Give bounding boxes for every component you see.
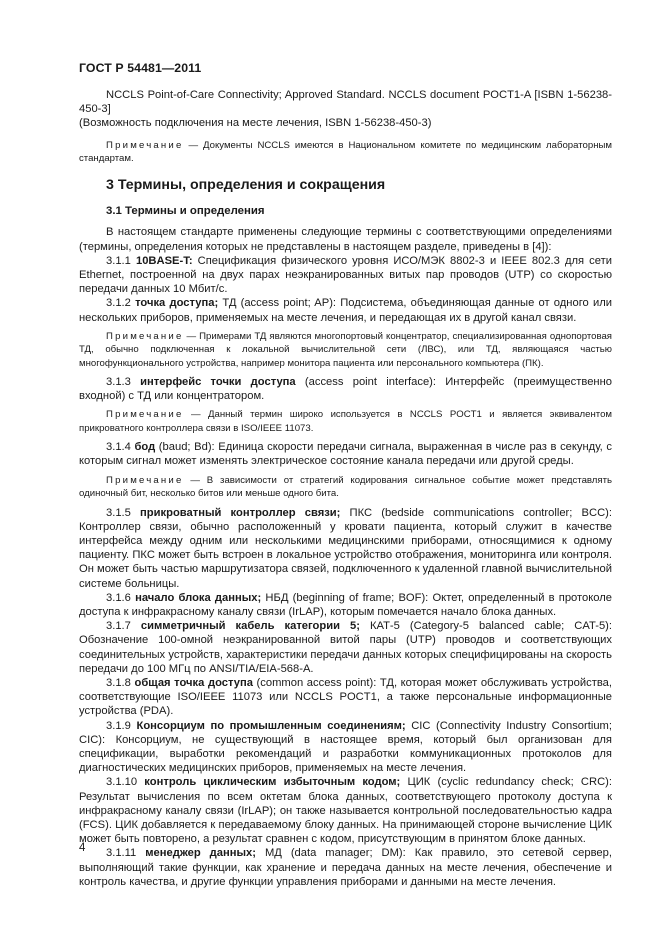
term-3-1-9: 3.1.9 Консорциум по промышленным соединениям; CIC (Connectivity Industry Consortium; CIC): Консорциум, не существующий в настоящее время, который был организован для спецификации, выработки рекомендаций и разработки коммуникационных протоколов для диагностических медицинских приборов, применяемых на месте лечения. xyxy=(79,719,612,775)
term-3-1-11: 3.1.11 менеджер данных; МД (data manager; DM): Как правило, это сетевой сервер, выполняющий такие функции, как хранение и передача данных на месте лечения, обеспечение и контроль качества, и другие функции управления приборами и данными на месте лечения. xyxy=(79,847,612,888)
term-3-1-7: 3.1.7 симметричный кабель категории 5; КАТ-5 (Category-5 balanced cable; CAT-5): Обозначение 100-омной неэкранированной витой пары (UTP) проводов и соответствующих соединительных устройств, характеристики передачи данных которых специфицированы на скорость передачи до 100 МГц по ANSI/TIA/EIA-568-A. xyxy=(79,620,613,675)
intro-paragraph: В настоящем стандарте применены следующие термины с соответствующими определениями (термины, определения которых не представлены в настоящем разделе, приведены в [4]): xyxy=(79,226,612,253)
term-3-1-1: 3.1.1 10BASE-T: Спецификация физического уровня ИСО/МЭК 8802-3 и IEEE 802.3 для сети Ethernet, построенной на двух парах неэкранированных витых пар проводов (UTP) со скоростью передачи данных 10 Мбит/с. xyxy=(79,254,612,296)
reference-line-1: NCCLS Point-of-Care Connectivity; Approved Standard. NCCLS document POCT1-A [ISBN 1-56238-450-3] xyxy=(79,89,612,116)
section-title: 3 Термины, определения и сокращения xyxy=(106,177,386,194)
term-3-1-10: 3.1.10 контроль циклическим избыточным кодом; ЦИК (cyclic redundancy check; CRC): Результат вычисления по всем октетам блока данных, соответствующего протоколу доступа к инфракрасному каналу связи (IrLAP); он также называется контрольной последовательностью кадра (FCS). ЦИК добавляется к передаваемому блоку данных. На принимающей стороне вычисление ЦИК может быть повторено, а результат сравнен с кодом, присутствующим в принятом блоке данных. xyxy=(79,776,612,846)
reference-line-2: (Возможность подключения на месте лечения, ISBN 1-56238-450-3) xyxy=(79,117,432,130)
term-3-1-3: 3.1.3 интерфейс точки доступа (access point interface): Интерфейс (преимущественно входной) с ТД или концентратором. xyxy=(79,376,612,403)
term-3-1-5: 3.1.5 прикроватный контроллер связи; ПКС (bedside communications controller; BCC): Контроллер связи, обычно расположенный у кровати пациента, который служит в качестве интерфейса между одним или несколькими медицинскими приборами, относящимися к одному пациенту. ПКС может быть встроен в локальное устройство отображения, мониторинга или контроля. Он может быть частью маршрутизатора связей, подключенного к удаленной главной вычислительной системе больницы. xyxy=(79,506,612,590)
subsection-title: 3.1 Термины и определения xyxy=(106,205,265,218)
page-content xyxy=(79,88,612,889)
note-3-1-4: Примечание — В зависимости от стратегий кодирования сигнальное событие может представлять одиночный бит, несколько битов или меньше одного бита. xyxy=(79,474,612,500)
normative-reference xyxy=(79,88,612,131)
note-3-1-3: Примечание — Данный термин широко используется в NCCLS POCT1 и является эквивалентом прикроватного контроллера связи в ISO/IEEE 11073. xyxy=(79,409,612,434)
note-nccls: Примечание — Документы NCCLS имеются в Национальном комитете по медицинским лабораторным стандартам. xyxy=(79,139,612,165)
term-3-1-6: 3.1.6 начало блока данных; НБД (beginning of frame; BOF): Октет, определенный в протоколе доступа к инфракрасному каналу связи (IrLAP), которым помечается начало блока данных. xyxy=(79,591,612,618)
term-3-1-8: 3.1.8 общая точка доступа (common access point): ТД, которая может обслуживать устройства, соответствующие ISO/IEEE 11073 или NCCLS POCT1, а также персональные информационные устройства (PDA). xyxy=(79,676,612,718)
term-3-1-4: 3.1.4 бод (baud; Bd): Единица скорости передачи сигнала, выраженная в числе раз в секунду, с которым сигнал может изменять электрическое состояние канала передачи или другой среды. xyxy=(79,441,612,468)
note-3-1-2: Примечание — Примерами ТД являются многопортовый концентратор, специализированная однопортовая ТД, обычно подключенная к локальной вычислительной сети (ЛВС), или ТД, являющаяся частью многофункционального устройства, например монитора пациента или персонального компьютера (ПК). xyxy=(79,330,612,369)
page-number: 4 xyxy=(79,842,86,854)
document-header: ГОСТ Р 54481—2011 xyxy=(79,61,202,75)
term-3-1-2: 3.1.2 точка доступа; ТД (access point; AP): Подсистема, объединяющая данные от одного или нескольких приборов, применяемых на месте лечения, и передающая их в другой канал связи. xyxy=(79,297,612,324)
